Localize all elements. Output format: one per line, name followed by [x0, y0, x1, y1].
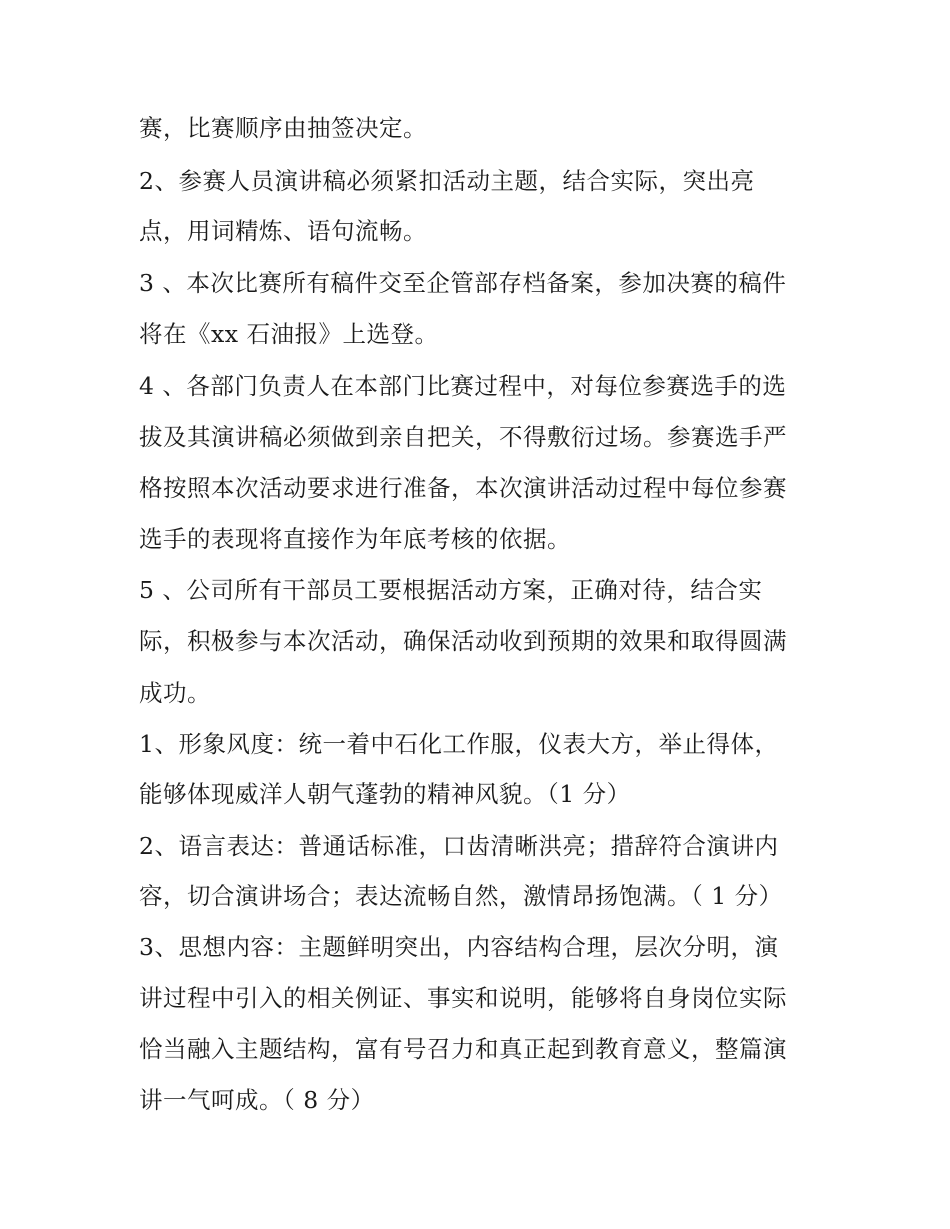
text-line: 讲一气呵成。（ 8 分）: [139, 1086, 375, 1114]
text-line: 讲过程中引入的相关例证、事实和说明，能够将自身岗位实际: [139, 984, 787, 1012]
text-line: 3 、本次比赛所有稿件交至企管部存档备案，参加决赛的稿件: [139, 269, 787, 297]
text-line: 2、语言表达：普通话标准，口齿清晰洪亮；措辞符合演讲内: [139, 832, 779, 860]
text-line: 拔及其演讲稿必须做到亲自把关，不得敷衍过场。参赛选手严: [139, 423, 787, 451]
text-line: 格按照本次活动要求进行准备，本次演讲活动过程中每位参赛: [139, 474, 787, 502]
text-line: 能够体现威洋人朝气蓬勃的精神风貌。（1 分）: [139, 780, 631, 808]
text-line: 5 、公司所有干部员工要根据活动方案，正确对待，结合实: [139, 576, 763, 604]
text-line: 1、形象风度：统一着中石化工作服，仪表大方，举止得体，: [139, 730, 779, 758]
text-line: 赛，比赛顺序由抽签决定。: [139, 114, 427, 142]
text-line: 际，积极参与本次活动，确保活动收到预期的效果和取得圆满: [139, 627, 787, 655]
text-line: 2、参赛人员演讲稿必须紧扣活动主题，结合实际，突出亮: [139, 167, 755, 195]
text-line: 点，用词精炼、语句流畅。: [139, 217, 427, 245]
text-line: 容，切合演讲场合；表达流畅自然，激情昂扬饱满。（ 1 分）: [139, 882, 783, 910]
text-line: 选手的表现将直接作为年底考核的依据。: [139, 525, 571, 553]
text-line: 恰当融入主题结构，富有号召力和真正起到教育意义，整篇演: [139, 1035, 787, 1063]
text-line: 3、思想内容：主题鲜明突出，内容结构合理，层次分明，演: [139, 933, 779, 961]
text-line: 将在《xx 石油报》上选登。: [139, 320, 439, 348]
text-line: 4 、各部门负责人在本部门比赛过程中，对每位参赛选手的选: [139, 372, 787, 400]
text-line: 成功。: [139, 679, 211, 707]
